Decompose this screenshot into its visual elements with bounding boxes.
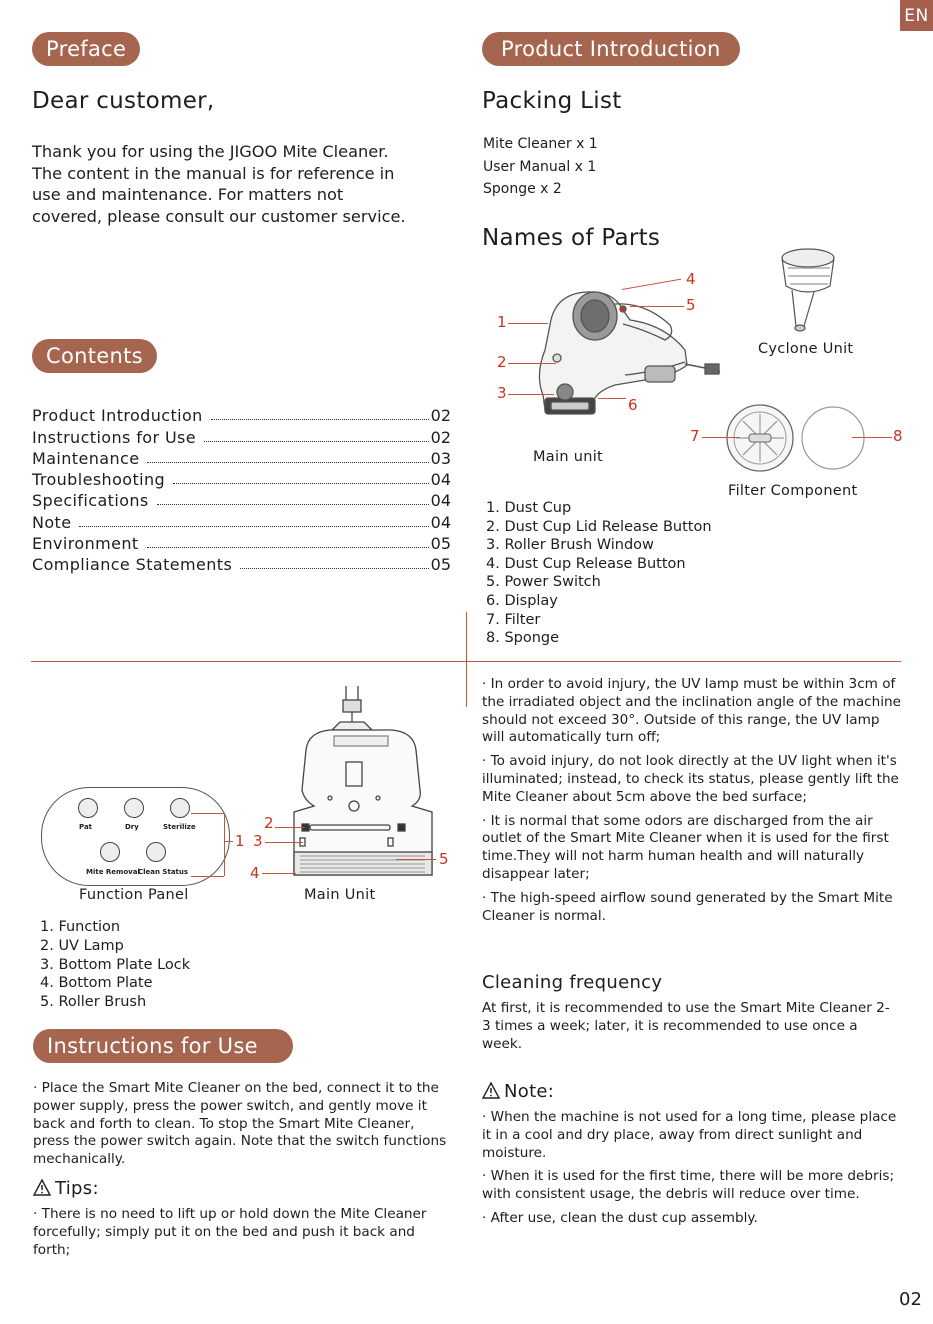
unit-callout-2: 2: [264, 814, 274, 832]
safety-note: · To avoid injury, do not look directly at the UV light when it's illuminated; instead, to check its status, please gently lift the Mite Cleaner about 5cm above the bed surface;: [482, 753, 899, 805]
safety-note: · In order to avoid injury, the UV lamp must be within 3cm of the irradiated object and the inclination angle of the machine should not exceed 30°. Outside of this range, the UV lamp will automatically turn off;: [482, 676, 902, 746]
main-unit-bottom-caption: Main Unit: [304, 887, 376, 903]
note-item: · After use, clean the dust cup assembly.: [482, 1209, 758, 1226]
callout-5: 5: [686, 296, 696, 314]
mite-removal-button: [100, 842, 120, 862]
function-panel-caption: Function Panel: [79, 887, 189, 903]
toc-entry[interactable]: Maintenance 03: [32, 448, 451, 468]
cyclone-unit-caption: Cyclone Unit: [758, 341, 854, 357]
toc-entry[interactable]: Troubleshooting 04: [32, 470, 451, 490]
toc-entry[interactable]: Product Introduction 02: [32, 406, 451, 426]
main-unit-illustration: [505, 280, 730, 430]
horizontal-divider: [31, 661, 901, 662]
safety-note: · The high-speed airflow sound generated by the Smart Mite Cleaner is normal.: [482, 889, 893, 924]
main-unit-bottom-illustration: [280, 680, 440, 880]
safety-notes: [482, 676, 902, 931]
callout-3: 3: [497, 384, 507, 402]
sponge-illustration: [800, 405, 866, 471]
instructions-heading: Instructions for Use: [33, 1029, 293, 1063]
contents-heading: Contents: [32, 339, 157, 373]
tips-title: Tips:: [33, 1178, 99, 1199]
packing-list: Mite Cleaner x 1 User Manual x 1 Sponge x 2: [483, 136, 598, 197]
callout-8: 8: [893, 427, 903, 445]
dry-label: Dry: [125, 823, 139, 831]
vertical-divider: [466, 612, 467, 707]
parts-list: 1. Dust Cup 2. Dust Cup Lid Release Button 3. Roller Brush Window 4. Dust Cup Release Button 5. Power Switch 6. Display 7. Filter 8. Sponge: [486, 500, 712, 647]
greeting: Dear customer,: [32, 88, 215, 114]
cyclone-unit-illustration: [770, 246, 840, 336]
toc-entry[interactable]: Specifications 04: [32, 491, 451, 511]
toc-entry[interactable]: Instructions for Use 02: [32, 427, 451, 447]
instructions-body: · Place the Smart Mite Cleaner on the bed, connect it to the power supply, press the power switch, and gently move it back and forth to clean. To stop the Smart Mite Cleaner, press the power switch again. Note that the switch functions mechanically.: [33, 1080, 447, 1168]
packing-list-title: Packing List: [482, 88, 622, 114]
callout-2: 2: [497, 353, 507, 371]
note-item: · When the machine is not used for a long time, please place it in a cool and dry place, away from direct sunlight and moisture.: [482, 1109, 897, 1161]
function-panel-illustration: [41, 787, 230, 886]
pat-label: Pat: [79, 823, 93, 831]
callout-4: 4: [686, 270, 696, 288]
page-number: 02: [899, 1289, 922, 1310]
filter-component-caption: Filter Component: [728, 483, 858, 499]
sterilize-button: [170, 798, 190, 818]
unit-callout-5: 5: [439, 850, 449, 868]
toc-entry[interactable]: Note 04: [32, 512, 451, 532]
note-item: · When it is used for the first time, there will be more debris; with consistent usage, the debris will reduce over time.: [482, 1168, 895, 1203]
safety-note: · It is normal that some odors are discharged from the air outlet of the Smart Mite Cleaner when it is used for the first time.They will not harm human health and will naturally disappear later;: [482, 812, 889, 882]
note-title: Note:: [482, 1081, 554, 1102]
unit-callout-4: 4: [250, 864, 260, 882]
preface-text: Thank you for using the JIGOO Mite Cleaner. The content in the manual is for reference in use and maintenance. For matters not covered, please consult our customer service.: [32, 142, 406, 226]
unit-callout-3: 3: [253, 832, 263, 850]
language-tab: EN: [900, 0, 933, 31]
clean-status-button: [146, 842, 166, 862]
pat-button: [78, 798, 98, 818]
tips-body: · There is no need to lift up or hold down the Mite Cleaner forcefully; simply put it on the bed and push it back and forth;: [33, 1206, 427, 1258]
cleaning-frequency-title: Cleaning frequency: [482, 972, 663, 993]
callout-6: 6: [628, 396, 638, 414]
preface-heading: Preface: [32, 32, 140, 66]
toc-entry[interactable]: Compliance Statements 05: [32, 555, 451, 575]
bottom-parts-list: 1. Function 2. UV Lamp 3. Bottom Plate Lock 4. Bottom Plate 5. Roller Brush: [40, 919, 191, 1011]
sterilize-label: Sterilize: [163, 823, 196, 831]
table-of-contents: [32, 404, 451, 574]
main-unit-caption: Main unit: [533, 449, 604, 465]
panel-callout-1: 1: [235, 832, 245, 850]
callout-1: 1: [497, 313, 507, 331]
toc-entry[interactable]: Environment 05: [32, 534, 451, 554]
dry-button: [124, 798, 144, 818]
product-intro-heading: Product Introduction: [482, 32, 740, 66]
clean-status-label: Clean Status: [138, 868, 189, 876]
note-body: [482, 1109, 902, 1234]
filter-illustration: [725, 403, 795, 473]
cleaning-frequency-body: At first, it is recommended to use the Smart Mite Cleaner 2-3 times a week; later, it is recommended to use once a week.: [482, 1000, 890, 1052]
warning-icon: [482, 1082, 500, 1099]
mite-removal-label: Mite Removal: [86, 868, 140, 876]
warning-icon: [33, 1179, 51, 1196]
callout-7: 7: [690, 427, 700, 445]
names-of-parts-title: Names of Parts: [482, 225, 661, 251]
